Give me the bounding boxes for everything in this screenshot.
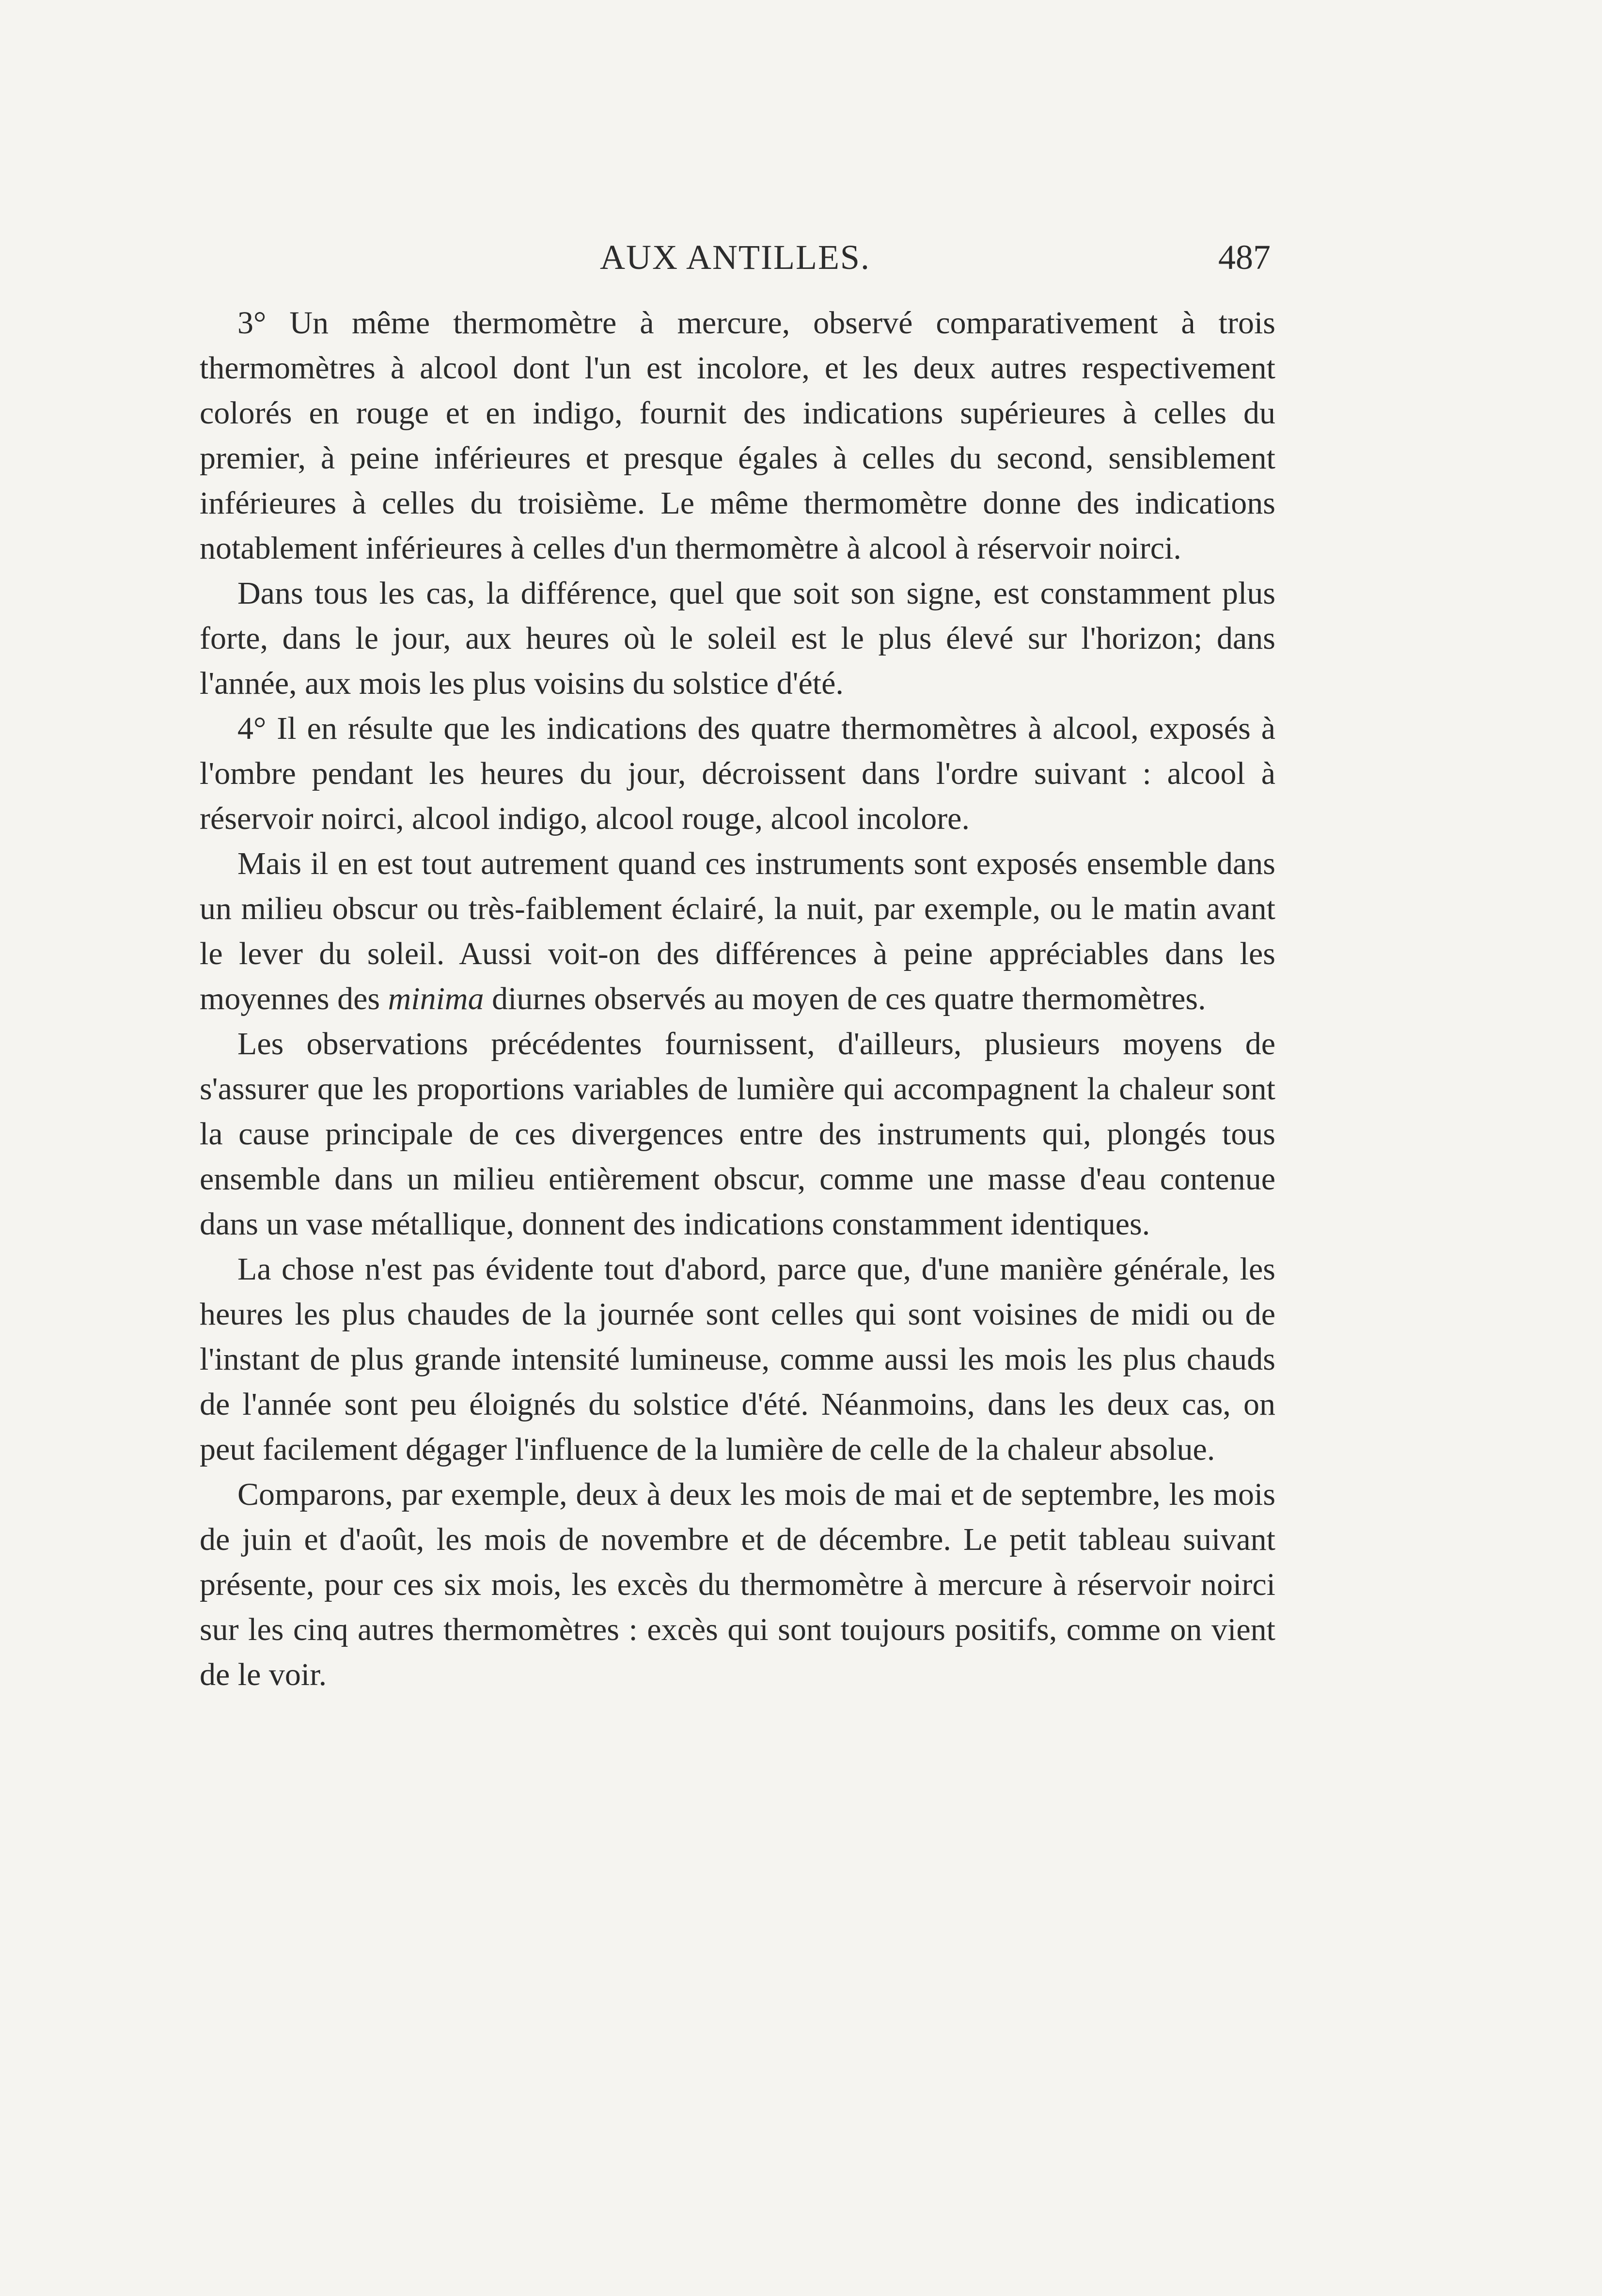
body-text <box>200 300 1275 1697</box>
paragraph-text: Mais il en est tout autrement quand ces instruments sont exposés ensemble dans un milieu obscur ou très-faiblement éclairé, la nuit, par exemple, ou le matin avant le lever du soleil. Aussi voit-on des différences à peine appréciables dans les moyennes des <box>200 846 1275 1016</box>
paragraph: 3° Un même thermomètre à mercure, observé comparativement à trois thermomètres à alcool dont l'un est incolore, et les deux autres respectivement colorés en rouge et en indigo, fournit des indications supérieures à celles du premier, à peine inférieures et presque égales à celles du second, sensiblement inférieures à celles du troisième. Le même thermomètre donne des indications notablement inférieures à celles d'un thermomètre à alcool à réservoir noirci. <box>200 305 1275 566</box>
page-number: 487 <box>1218 238 1271 277</box>
paragraph: Comparons, par exemple, deux à deux les mois de mai et de septembre, les mois de juin et d'août, les mois de novembre et de décembre. Le petit tableau suivant présente, pour ces six mois, les excès du thermomètre à mercure à réservoir noirci sur les cinq autres thermomètres : excès qui sont toujours positifs, comme on vient de le voir. <box>200 1477 1275 1692</box>
paragraph: 4° Il en résulte que les indications des quatre thermomètres à alcool, exposés à l'ombre pendant les heures du jour, décroissent dans l'ordre suivant : alcool à réservoir noirci, alcool indigo, alcool rouge, alcool incolore. <box>200 711 1275 836</box>
emphasis-minima: minima <box>388 981 484 1016</box>
paragraph: La chose n'est pas évidente tout d'abord, parce que, d'une manière générale, les heures les plus chaudes de la journée sont celles qui sont voisines de midi ou de l'instant de plus grande intensité lumineuse, comme aussi les mois les plus chauds de l'année sont peu éloignés du solstice d'été. Néanmoins, dans les deux cas, on peut facilement dégager l'influence de la lumière de celle de la chaleur absolue. <box>200 1251 1275 1467</box>
running-head <box>200 237 1271 281</box>
paragraph <box>200 841 1275 1021</box>
paragraph: Dans tous les cas, la différence, quel que soit son signe, est constamment plus forte, dans le jour, aux heures où le soleil est le plus élevé sur l'horizon; dans l'année, aux mois les plus voisins du solstice d'été. <box>200 576 1275 701</box>
paragraph-text: diurnes observés au moyen de ces quatre thermomètres. <box>484 981 1206 1016</box>
running-title: AUX ANTILLES. <box>600 238 870 277</box>
paragraph: Les observations précédentes fournissent, d'ailleurs, plusieurs moyens de s'assurer que les proportions variables de lumière qui accompagnent la chaleur sont la cause principale de ces divergences entre des instruments qui, plongés tous ensemble dans un milieu entièrement obscur, comme une masse d'eau contenue dans un vase métallique, donnent des indications constamment identiques. <box>200 1026 1275 1242</box>
